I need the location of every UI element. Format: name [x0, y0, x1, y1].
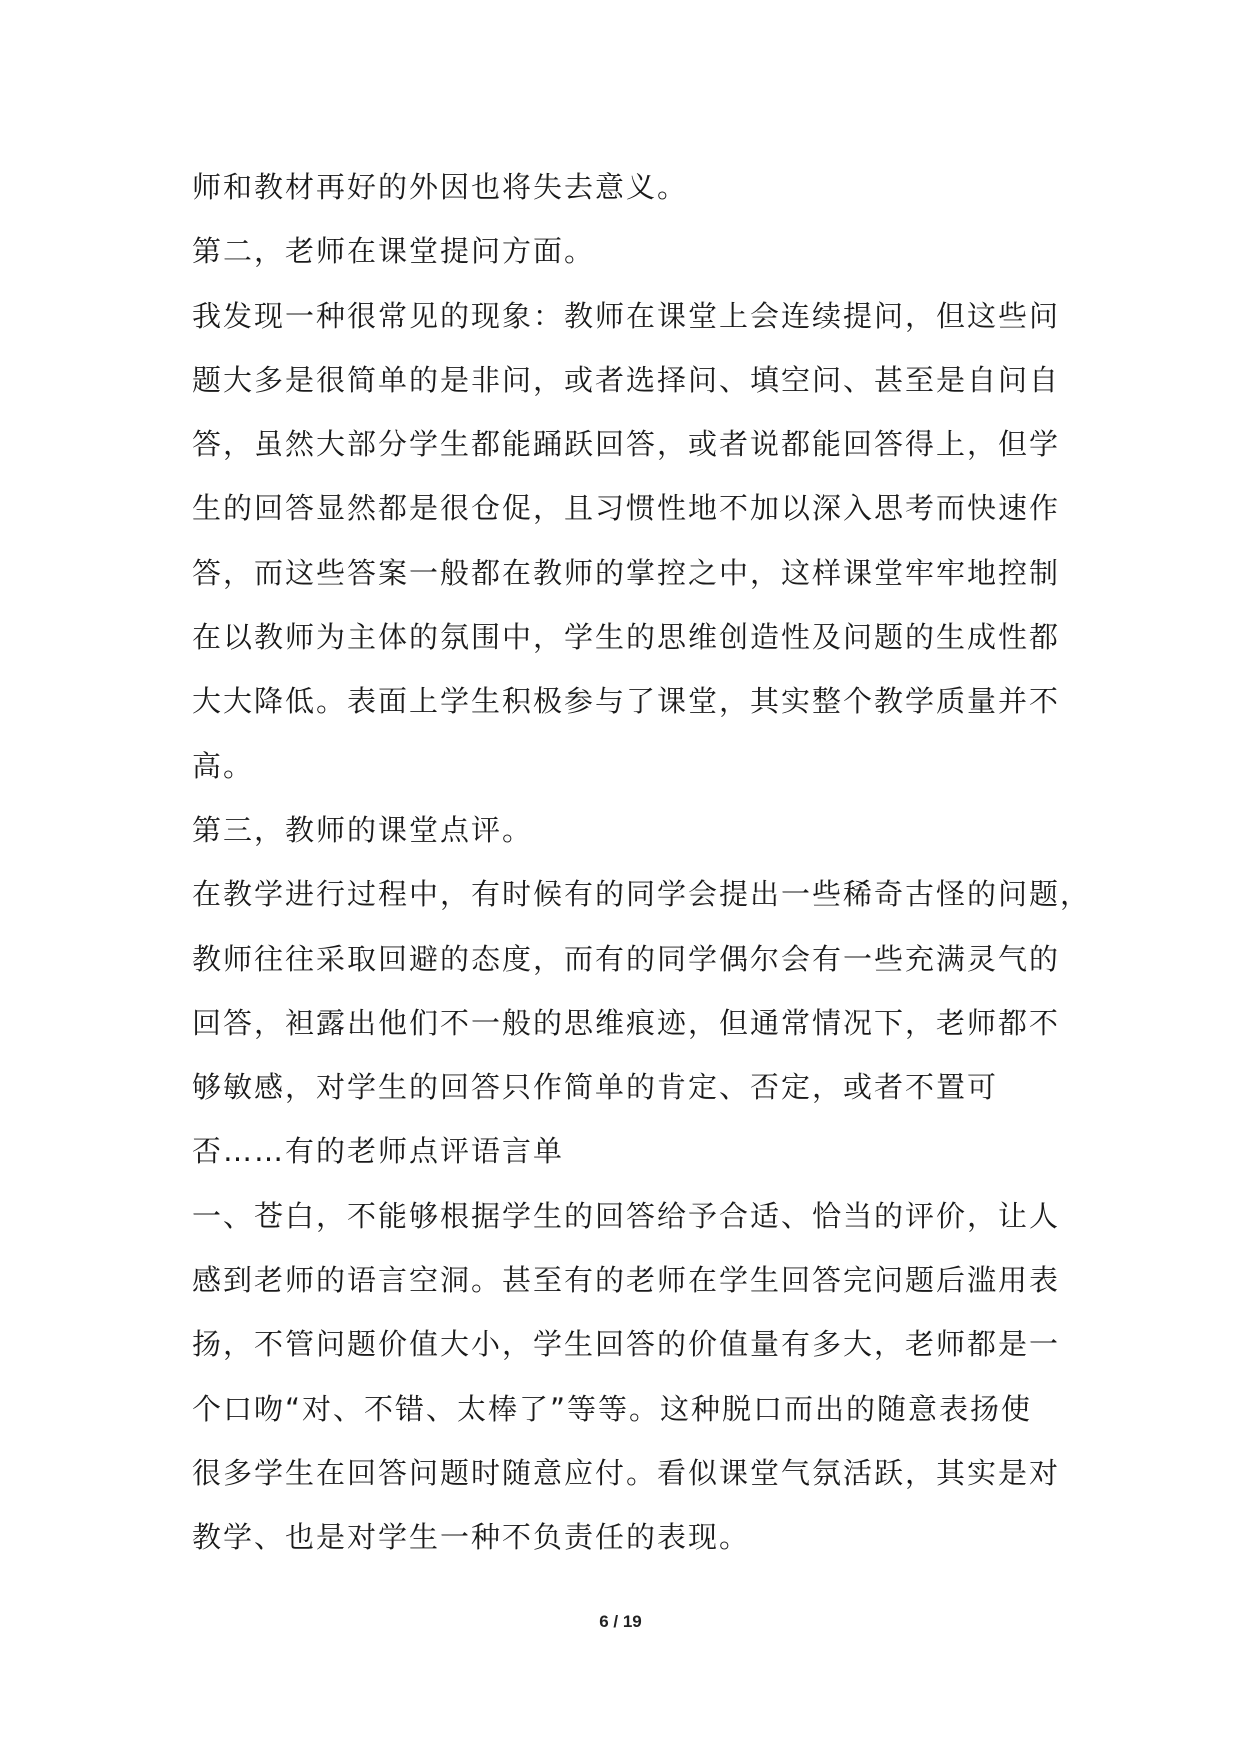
text-line: 一、苍白，不能够根据学生的回答给予合适、恰当的评价，让人: [192, 1198, 1061, 1233]
text-line: 答，虽然大部分学生都能踊跃回答，或者说都能回答得上，但学: [192, 427, 1061, 462]
text-line: 个口吻“对、不错、太棒了”等等。这种脱口而出的随意表扬使: [192, 1391, 1033, 1426]
text-line: 否……有的老师点评语言单: [192, 1134, 565, 1169]
text-line: 生的回答显然都是很仓促，且习惯性地不加以深入思考而快速作: [192, 491, 1061, 526]
page-number: 6 / 19: [599, 1612, 642, 1631]
text-line: 很多学生在回答问题时随意应付。看似课堂气氛活跃，其实是对: [192, 1455, 1061, 1490]
text-line: 大大降低。表面上学生积极参与了课堂，其实整个教学质量并不: [192, 684, 1061, 719]
text-line: 题大多是很简单的是非问，或者选择问、填空问、甚至是自问自: [192, 362, 1061, 397]
text-line: 教学、也是对学生一种不负责任的表现。: [192, 1520, 751, 1555]
text-line: 扬，不管问题价值大小，学生回答的价值量有多大，老师都是一: [192, 1327, 1061, 1362]
body-text: [192, 155, 1092, 1570]
text-line: 我发现一种很常见的现象：教师在课堂上会连续提问，但这些问: [192, 298, 1061, 333]
text-line: 第二，老师在课堂提问方面。: [192, 234, 596, 269]
text-line: 在以教师为主体的氛围中，学生的思维创造性及问题的生成性都: [192, 620, 1061, 655]
text-line: 回答，袒露出他们不一般的思维痕迹，但通常情况下，老师都不: [192, 1005, 1061, 1040]
text-line: 在教学进行过程中，有时候有的同学会提出一些稀奇古怪的问题，: [192, 877, 1092, 912]
text-line: 感到老师的语言空洞。甚至有的老师在学生回答完问题后滥用表: [192, 1263, 1061, 1298]
text-line: 教师往往采取回避的态度，而有的同学偶尔会有一些充满灵气的: [192, 941, 1061, 976]
text-line: 高。: [192, 748, 255, 783]
text-line: 师和教材再好的外因也将失去意义。: [192, 170, 689, 204]
text-line: 够敏感，对学生的回答只作简单的肯定、否定，或者不置可: [192, 1070, 999, 1105]
text-line: 第三，教师的课堂点评。: [192, 812, 534, 847]
text-line: 答，而这些答案一般都在教师的掌控之中，这样课堂牢牢地控制: [192, 555, 1061, 590]
